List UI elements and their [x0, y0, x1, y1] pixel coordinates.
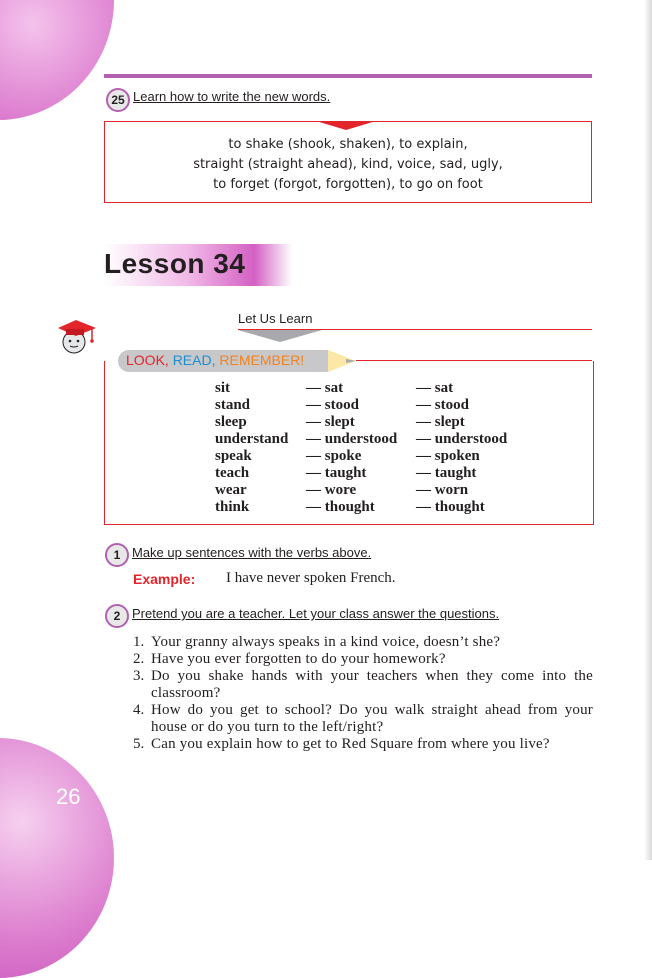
banner-look: LOOK,	[126, 352, 169, 368]
verb-participle: — spoken	[416, 448, 480, 464]
verb-participle: — taught	[416, 465, 477, 481]
verb-base: speak	[215, 448, 252, 464]
question-item	[133, 702, 593, 736]
verb-base: sleep	[215, 414, 247, 430]
verb-base: think	[215, 499, 250, 515]
banner-read: READ,	[172, 352, 216, 368]
top-rule	[104, 74, 592, 78]
let-us-learn-heading: Let Us Learn	[238, 311, 313, 326]
verb-participle: — sat	[416, 380, 454, 396]
verb-past: — spoke	[306, 448, 362, 464]
example-label: Example:	[133, 571, 196, 587]
verb-base: understand	[215, 431, 289, 447]
verb-participle: — understood	[416, 431, 508, 447]
question-text: Can you explain how to get to Red Square from where you live?	[151, 736, 550, 752]
new-words-line-2: straight (straight ahead), kind, voice, sad, ugly,	[193, 157, 503, 172]
question-text: How do you get to school? Do you walk straight ahead from your house or do you turn to the left/right?	[151, 702, 593, 735]
question-text: Do you shake hands with your teachers when they come into the classroom?	[151, 668, 593, 701]
verb-base: stand	[215, 397, 251, 413]
page-number: 26	[56, 784, 81, 809]
banner-remember: REMEMBER!	[219, 352, 305, 368]
verb-participle: — stood	[416, 397, 469, 413]
example-text: I have never spoken French.	[226, 570, 396, 586]
question-item	[133, 634, 593, 651]
question-number: 1.	[133, 634, 145, 650]
verb-past: — sat	[306, 380, 344, 396]
question-number: 5.	[133, 736, 145, 752]
verb-participle: — worn	[416, 482, 469, 498]
exercise-1-number: 1	[105, 543, 129, 567]
question-list	[133, 634, 593, 753]
new-words-line-1: to shake (shook, shaken), to explain,	[228, 137, 468, 152]
new-words-line-3: to forget (forgot, forgotten), to go on foot	[213, 177, 483, 192]
question-item	[133, 651, 593, 668]
verb-participle: — thought	[416, 499, 485, 515]
question-item	[133, 736, 593, 753]
question-number: 2.	[133, 651, 145, 667]
exercise-2-title: Pretend you are a teacher. Let your class answer the questions.	[132, 606, 500, 621]
question-text: Have you ever forgotten to do your homework?	[151, 651, 446, 667]
decorative-circle-bottom	[0, 738, 114, 978]
verb-past: — understood	[306, 431, 398, 447]
lesson-title: Lesson 34	[104, 248, 246, 279]
verb-past: — wore	[306, 482, 357, 498]
verb-past: — stood	[306, 397, 359, 413]
question-number: 3.	[133, 668, 145, 684]
new-words-arrow	[316, 121, 376, 130]
question-item	[133, 668, 593, 702]
let-us-learn-arrow	[238, 330, 322, 342]
verb-participle: — slept	[416, 414, 465, 430]
verb-base: teach	[215, 465, 250, 481]
page-edge	[644, 0, 652, 860]
verb-base: sit	[215, 380, 230, 396]
verb-base: wear	[215, 482, 247, 498]
exercise-25-number: 25	[106, 88, 130, 112]
exercise-1-title: Make up sentences with the verbs above.	[132, 545, 372, 560]
verb-past: — thought	[306, 499, 375, 515]
verb-past: — slept	[306, 414, 355, 430]
graduation-cap-face-icon	[58, 316, 98, 356]
question-text: Your granny always speaks in a kind voice, doesn’t she?	[151, 634, 501, 650]
verb-past: — taught	[306, 465, 367, 481]
new-words-box	[104, 121, 592, 203]
exercise-2-number: 2	[105, 604, 129, 628]
exercise-25-title: Learn how to write the new words.	[133, 89, 331, 104]
question-number: 4.	[133, 702, 145, 718]
decorative-circle-top	[0, 0, 114, 120]
